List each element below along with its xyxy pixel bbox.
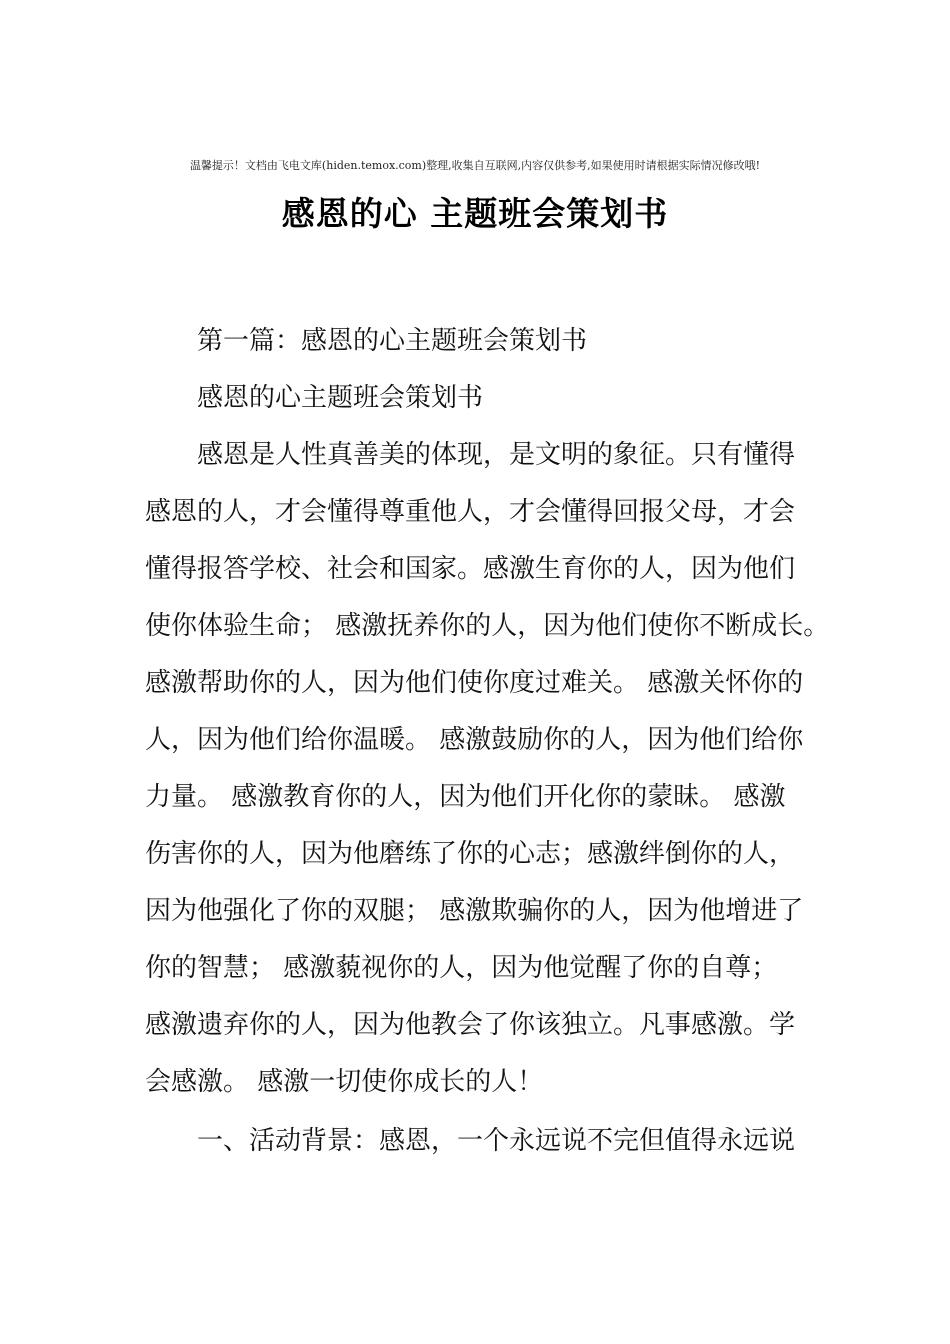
paragraph-line: 感激帮助你的人，因为他们使你度过难关。 感激关怀你的 [145,668,804,698]
paragraph-line: 因为他强化了你的双腿； 感激欺骗你的人，因为他增进了 [145,896,804,926]
paragraph-line: 会感激。 感激一切使你成长的人！ [145,1067,544,1097]
paragraph-line: 你的智慧； 感激藐视你的人，因为他觉醒了你的自尊； [145,953,778,983]
paragraph-line: 感激遗弃你的人，因为他教会了你该独立。凡事感激。学 [145,1010,796,1040]
paragraph-line: 力量。 感激教育你的人，因为他们开化你的蒙昧。 感激 [145,782,786,812]
paragraph-line: 人，因为他们给你温暖。 感激鼓励你的人，因为他们给你 [145,725,804,755]
paragraph-line: 感恩的人，才会懂得尊重他人，才会懂得回报父母，才会 [145,497,796,527]
paragraph-line: 使你体验生命； 感激抚养你的人，因为他们使你不断成长。 [145,611,830,641]
paragraph-line: 感恩是人性真善美的体现，是文明的象征。只有懂得 [197,440,796,470]
download-notice: 温馨提示！文档由飞电文库(hiden.temox.com)整理,收集自互联网,内容仅供参考,如果使用时请根据实际情况修改哦! [189,159,761,172]
subtitle-heading: 感恩的心主题班会策划书 [197,383,484,413]
chapter-heading: 第一篇：感恩的心主题班会策划书 [197,326,588,356]
paragraph-line: 伤害你的人，因为他磨练了你的心志；感激绊倒你的人， [145,839,796,869]
paragraph-line: 懂得报答学校、社会和国家。感激生育你的人，因为他们 [145,554,796,584]
document-title: 感恩的心 主题班会策划书 [281,194,669,233]
section-heading-line: 一、活动背景：感恩，一个永远说不完但值得永远说 [197,1126,796,1156]
